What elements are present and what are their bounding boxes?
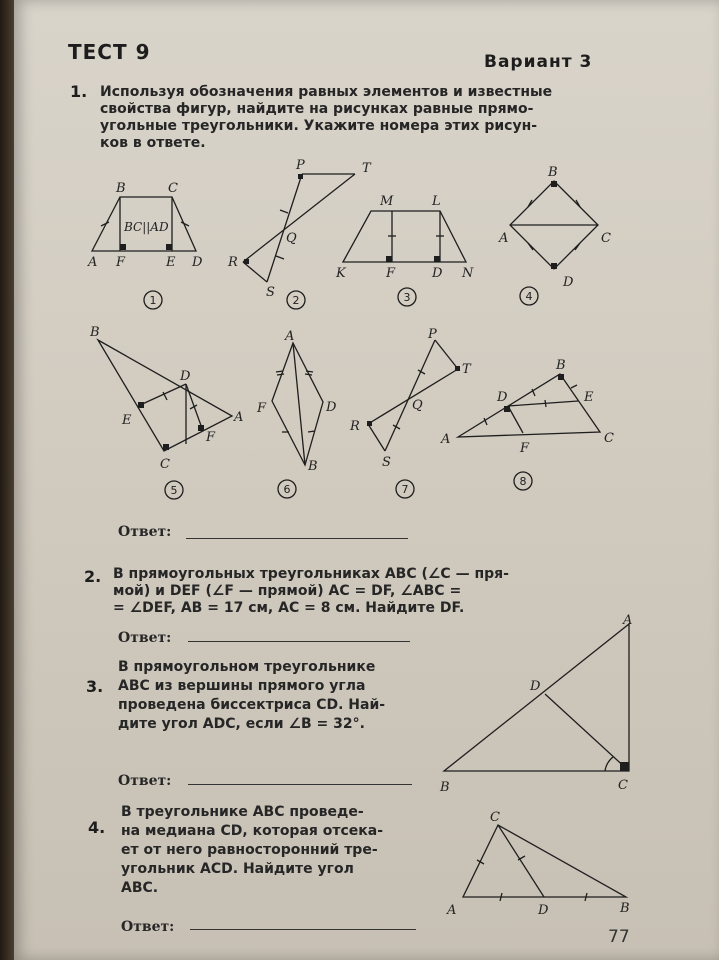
figure-8 bbox=[440, 358, 614, 490]
fig5-label-c: C bbox=[160, 457, 170, 472]
q3-label-a: A bbox=[623, 613, 633, 628]
fig8-right-angle-mark bbox=[504, 406, 510, 412]
fig5-segment-df bbox=[186, 384, 203, 431]
fig1-label-a: A bbox=[88, 255, 98, 270]
fig7-right-angle-mark bbox=[455, 366, 460, 371]
fig2-segment-tr bbox=[243, 174, 355, 262]
q2-number: 2. bbox=[84, 567, 102, 586]
fig3-label-f: F bbox=[386, 266, 396, 281]
fig5-label-a: A bbox=[234, 410, 244, 425]
q1-line: ков в ответе. bbox=[100, 135, 206, 151]
q3-text bbox=[118, 658, 418, 734]
fig2-label-r: R bbox=[228, 255, 238, 270]
q1-line: угольные треугольники. Укажите номера этих рисун- bbox=[100, 118, 538, 134]
fig8-triangle bbox=[458, 374, 600, 437]
fig8-segment-df bbox=[508, 406, 523, 433]
q3-line: ABC из вершины прямого угла bbox=[118, 678, 366, 694]
fig5-label-f: F bbox=[206, 430, 216, 445]
fig6-label-f: F bbox=[257, 401, 267, 416]
fig6-tick bbox=[305, 374, 312, 375]
figure-number: 3 bbox=[403, 291, 411, 304]
fig8-right-angle-mark bbox=[558, 374, 564, 380]
figure-1 bbox=[87, 181, 203, 309]
figure-2 bbox=[227, 158, 372, 309]
fig3-label-n: N bbox=[462, 266, 474, 281]
fig2-tick bbox=[276, 256, 284, 259]
q3-label-d: D bbox=[530, 679, 541, 694]
fig2-label-t: T bbox=[362, 161, 371, 176]
fig3-right-angle-mark bbox=[386, 256, 392, 262]
q4-line: угольник ACD. Найдите угол bbox=[121, 861, 354, 877]
figure-5 bbox=[89, 325, 243, 499]
q4-label-b: B bbox=[620, 901, 630, 916]
fig6-label-d: D bbox=[326, 400, 337, 415]
q3-label-b: B bbox=[440, 780, 450, 795]
q4-figure bbox=[446, 810, 630, 918]
q4-number: 4. bbox=[88, 818, 106, 837]
fig3-trapezoid bbox=[343, 211, 466, 262]
figure-4 bbox=[498, 165, 611, 305]
q3-line: В прямоугольном треугольнике bbox=[118, 659, 376, 675]
fig8-tick bbox=[545, 400, 546, 407]
q1-line: свойства фигур, найдите на рисунках равные прямо- bbox=[100, 101, 534, 117]
q3-bisector-cd bbox=[545, 694, 629, 771]
fig5-label-e: E bbox=[122, 413, 132, 428]
fig1-label-c: C bbox=[168, 181, 178, 196]
fig8-label-f: F bbox=[520, 441, 530, 456]
figure-number: 8 bbox=[519, 475, 527, 488]
q2-text bbox=[113, 566, 653, 617]
fig1-label-f: F bbox=[116, 255, 126, 270]
q4-median-cd bbox=[498, 825, 544, 897]
fig1-right-angle-mark bbox=[120, 244, 126, 250]
q4-line: ет от него равносторонний тре- bbox=[121, 842, 378, 858]
fig1-label-b: B bbox=[116, 181, 126, 196]
q1-answer-line[interactable] bbox=[186, 538, 408, 539]
fig5-segment-ed bbox=[138, 384, 186, 406]
q1-line: Используя обозначения равных элементов и известные bbox=[100, 84, 553, 100]
fig3-label-d: D bbox=[432, 266, 443, 281]
fig4-label-c: C bbox=[601, 231, 611, 246]
figure-number: 5 bbox=[170, 484, 178, 497]
fig2-tick bbox=[280, 210, 288, 213]
q1-answer-label: Ответ: bbox=[118, 524, 172, 540]
fig1-label-d: D bbox=[192, 255, 203, 270]
q3-angle-arc bbox=[605, 757, 613, 771]
fig7-label-r: R bbox=[350, 419, 360, 434]
fig8-label-b: B bbox=[556, 358, 566, 373]
q3-figure bbox=[439, 613, 632, 795]
q3-answer-label: Ответ: bbox=[118, 773, 172, 789]
fig8-segment-de bbox=[508, 401, 578, 406]
q4-answer-line[interactable] bbox=[190, 929, 416, 930]
q4-answer-label: Ответ: bbox=[121, 919, 175, 935]
q3-line: проведена биссектриса CD. Най- bbox=[118, 697, 386, 713]
q4-text bbox=[121, 803, 421, 898]
fig8-tick bbox=[571, 385, 577, 388]
fig4-label-b: B bbox=[548, 165, 558, 180]
fig3-label-k: K bbox=[336, 266, 346, 281]
q4-line: В треугольнике ABC проведе- bbox=[121, 804, 364, 820]
fig8-label-e: E bbox=[584, 390, 594, 405]
fig2-segment-rs bbox=[243, 262, 267, 282]
q3-line: дите угол ADC, если ∠B = 32°. bbox=[118, 716, 365, 732]
figure-number: 4 bbox=[525, 290, 533, 303]
fig2-label-s: S bbox=[266, 285, 275, 300]
q4-label-c: C bbox=[490, 810, 500, 825]
q4-label-a: A bbox=[447, 903, 457, 918]
q4-line: на медиана CD, которая отсека- bbox=[121, 823, 384, 839]
fig3-right-angle-mark bbox=[434, 256, 440, 262]
q3-label-c: C bbox=[618, 778, 628, 793]
q3-triangle bbox=[444, 624, 629, 771]
figure-number: 1 bbox=[149, 294, 157, 307]
fig2-segment-ps bbox=[267, 174, 302, 282]
fig6-diagonal-ab bbox=[293, 343, 305, 465]
fig7-right-angle-mark bbox=[367, 421, 372, 426]
fig2-right-angle-mark bbox=[244, 259, 249, 264]
figure-3 bbox=[335, 194, 474, 306]
fig3-label-l: L bbox=[432, 194, 441, 209]
figure-number: 7 bbox=[401, 483, 409, 496]
fig6-label-b: B bbox=[308, 459, 318, 474]
fig5-right-angle-mark bbox=[163, 444, 169, 450]
fig7-label-p: P bbox=[428, 327, 437, 342]
fig2-label-q: Q bbox=[286, 231, 297, 246]
fig4-label-d: D bbox=[563, 275, 574, 290]
fig3-label-m: M bbox=[380, 194, 394, 209]
fig4-label-a: A bbox=[499, 231, 509, 246]
q2-line: В прямоугольных треугольниках ABC (∠C — пря- bbox=[113, 566, 509, 582]
fig5-right-angle-mark bbox=[198, 425, 204, 431]
fig1-label-e: E bbox=[166, 255, 176, 270]
fig6-tick bbox=[277, 374, 284, 375]
test-title: ТЕСТ 9 bbox=[68, 40, 151, 64]
q4-line: ABC. bbox=[121, 880, 159, 896]
fig7-segment-ps bbox=[385, 340, 435, 451]
q2-line: мой) и DEF (∠F — прямой) AC = DF, ∠ABC = bbox=[113, 583, 462, 599]
q1-number: 1. bbox=[70, 82, 88, 101]
fig1-right-angle-mark bbox=[166, 244, 172, 250]
q2-answer-label: Ответ: bbox=[118, 630, 172, 646]
fig4-right-angle-mark bbox=[551, 181, 557, 187]
figure-number: 2 bbox=[292, 294, 300, 307]
q3-number: 3. bbox=[86, 677, 104, 696]
figure-number: 6 bbox=[283, 483, 291, 496]
fig8-label-d: D bbox=[497, 390, 508, 405]
fig7-label-s: S bbox=[382, 455, 391, 470]
fig1-note: BC||AD bbox=[124, 220, 169, 234]
figure-7 bbox=[349, 327, 472, 498]
fig8-label-c: C bbox=[604, 431, 614, 446]
fig8-label-a: A bbox=[441, 432, 451, 447]
fig7-segment-tr bbox=[368, 369, 458, 424]
q3-answer-line[interactable] bbox=[188, 784, 412, 785]
fig6-quadrilateral bbox=[272, 343, 323, 465]
variant-label: Вариант 3 bbox=[484, 52, 593, 72]
q2-line: = ∠DEF, AB = 17 см, AC = 8 см. Найдите DF. bbox=[113, 600, 465, 616]
q2-answer-line[interactable] bbox=[188, 641, 410, 642]
fig7-label-q: Q bbox=[412, 398, 423, 413]
q3-right-angle-mark bbox=[620, 762, 629, 771]
figure-6 bbox=[256, 329, 337, 498]
fig5-right-angle-mark bbox=[138, 402, 144, 408]
fig2-right-angle-mark bbox=[298, 174, 303, 179]
fig7-segment-pt bbox=[435, 340, 458, 369]
fig4-right-angle-mark bbox=[551, 263, 557, 269]
fig2-label-p: P bbox=[296, 158, 305, 173]
q4-label-d: D bbox=[538, 903, 549, 918]
fig7-label-t: T bbox=[462, 362, 471, 377]
fig6-label-a: A bbox=[285, 329, 295, 344]
fig5-label-b: B bbox=[90, 325, 100, 340]
page-number: 77 bbox=[608, 927, 630, 947]
fig7-segment-rs bbox=[368, 424, 385, 451]
fig5-label-d: D bbox=[180, 369, 191, 384]
q4-triangle bbox=[463, 825, 626, 897]
